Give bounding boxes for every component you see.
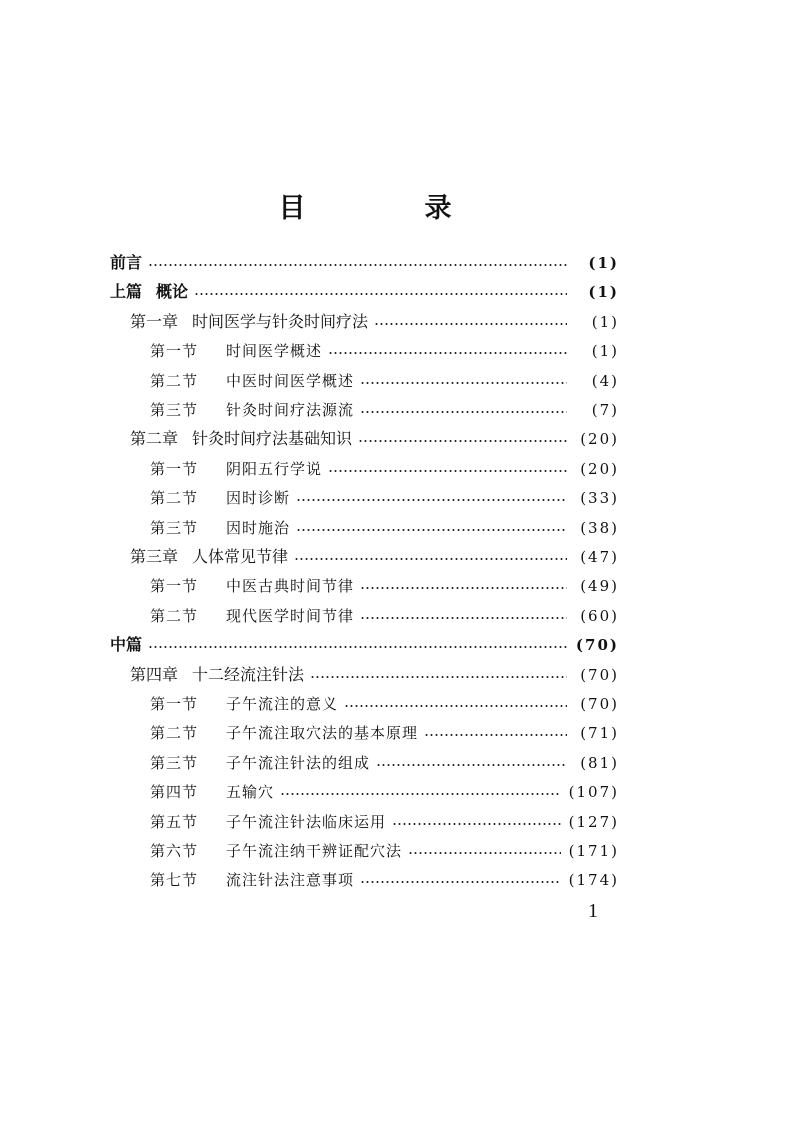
- toc-entry-page: (70): [580, 665, 619, 684]
- dot-leader: [310, 676, 567, 678]
- toc-entry-page: (127): [568, 812, 619, 831]
- toc-entry-number: 第七节: [150, 871, 199, 890]
- toc-entry-title: 前言: [110, 253, 143, 272]
- toc-entry-label: [110, 632, 142, 658]
- dot-leader: [360, 411, 567, 413]
- toc-entry-number: 第一章: [130, 311, 179, 331]
- toc-entry-title: 子午流注的意义: [226, 695, 339, 713]
- toc-entry-page: (174): [568, 871, 619, 890]
- dot-leader: [392, 823, 561, 825]
- page-title: 目 录: [278, 193, 498, 224]
- dot-leader: [360, 587, 567, 589]
- toc-entry-page: (33): [580, 489, 619, 508]
- toc-entry[interactable]: [150, 603, 619, 629]
- toc-entry-label: [150, 397, 354, 423]
- dot-leader: [280, 793, 561, 795]
- toc-entry-page: (7): [591, 401, 619, 419]
- toc-entry-label: [150, 779, 274, 805]
- toc-entry-title: 时间医学与针灸时间疗法: [192, 311, 369, 331]
- toc-entry-page: (71): [580, 724, 619, 743]
- dot-leader: [328, 352, 567, 354]
- toc-entry[interactable]: [150, 485, 619, 511]
- toc-entry-page: (4): [591, 371, 619, 390]
- toc-entry-title: 针灸时间疗法源流: [226, 401, 355, 419]
- toc-entry-number: 第三节: [150, 518, 199, 537]
- toc-entry[interactable]: [150, 750, 619, 776]
- toc-entry-label: [150, 485, 290, 511]
- toc-entry-label: [150, 456, 322, 482]
- toc-entry[interactable]: [150, 515, 619, 541]
- toc-entry-label: [150, 838, 402, 864]
- toc-entry[interactable]: [150, 720, 619, 746]
- toc-entry[interactable]: [150, 338, 619, 364]
- toc-entry-number: 第二节: [150, 371, 199, 390]
- toc-entry-page: (1): [588, 254, 619, 272]
- toc-entry-title: 时间医学概述: [226, 342, 323, 361]
- toc-entry-number: 第三章: [130, 547, 179, 566]
- toc-entry[interactable]: [110, 632, 619, 658]
- toc-entry-title: 因时诊断: [226, 489, 291, 508]
- toc-entry-label: [130, 426, 352, 452]
- toc-entry-page: (20): [580, 459, 619, 478]
- toc-entry-page: (38): [580, 518, 619, 537]
- toc-entry[interactable]: [150, 456, 619, 482]
- dot-leader: [408, 852, 561, 854]
- dot-leader: [376, 764, 567, 766]
- toc-entry-page: (70): [575, 636, 619, 655]
- toc-entry-title: 子午流注纳干辨证配穴法: [226, 842, 403, 860]
- toc-entry-label: [130, 309, 368, 335]
- toc-entry[interactable]: [150, 809, 619, 835]
- dot-leader: [194, 293, 567, 295]
- toc-entry-title: 现代医学时间节律: [226, 606, 355, 625]
- toc-entry-title: 人体常见节律: [192, 547, 289, 566]
- toc-entry-label: [110, 279, 188, 305]
- toc-entry[interactable]: [130, 662, 619, 688]
- toc-entry-number: 第二节: [150, 489, 199, 508]
- toc-entry-page: (1): [591, 312, 619, 331]
- toc-entry[interactable]: [130, 309, 619, 335]
- toc-entry-number: 第四节: [150, 783, 199, 802]
- toc-entry-number: 第六节: [150, 842, 199, 860]
- toc-entry-label: [150, 573, 354, 599]
- dot-leader: [148, 264, 567, 266]
- toc-entry-number: 第一节: [150, 342, 199, 361]
- toc-entry[interactable]: [150, 397, 619, 423]
- dot-leader: [344, 705, 567, 707]
- toc-entry-number: 第二节: [150, 606, 199, 625]
- toc-entry-number: 第二章: [130, 429, 179, 449]
- toc-entry[interactable]: [130, 426, 619, 452]
- toc-entry-label: [150, 368, 354, 394]
- toc-entry-page: (107): [568, 783, 619, 802]
- toc-entry[interactable]: [110, 250, 619, 276]
- toc-entry-page: (70): [580, 695, 619, 713]
- toc-entry-page: (171): [568, 842, 619, 860]
- toc-entry[interactable]: [150, 838, 619, 864]
- toc-entry-label: [150, 809, 386, 835]
- toc-entry[interactable]: [150, 867, 619, 893]
- toc-entry-number: 第三节: [150, 753, 199, 772]
- toc-entry-page: (81): [580, 753, 619, 772]
- toc-entry-label: [150, 603, 354, 629]
- toc-entry-number: 第三节: [150, 401, 199, 419]
- toc-entry-number: 第一节: [150, 695, 199, 713]
- toc-entry[interactable]: [110, 279, 619, 305]
- toc-entry-number: 第一节: [150, 459, 199, 478]
- dot-leader: [296, 499, 567, 501]
- toc-entry-label: [150, 691, 338, 717]
- toc-entry-title: 概论: [156, 282, 189, 302]
- dot-leader: [296, 529, 567, 531]
- toc-entry-number: 第一节: [150, 577, 199, 596]
- toc-entry-title: 子午流注取穴法的基本原理: [226, 724, 419, 743]
- dot-leader: [374, 323, 567, 325]
- toc-entry-title: 因时施治: [226, 518, 291, 537]
- toc-entry-number: 第五节: [150, 812, 199, 831]
- toc-entry[interactable]: [150, 779, 619, 805]
- toc-entry-label: [130, 662, 304, 688]
- toc-entry-page: (20): [580, 430, 619, 449]
- toc-entry-label: [150, 515, 290, 541]
- toc-entry[interactable]: [150, 368, 619, 394]
- toc-entry-page: (1): [588, 283, 619, 302]
- dot-leader: [358, 440, 567, 442]
- toc-entry-title: 中医时间医学概述: [226, 371, 355, 390]
- dot-leader: [360, 881, 561, 883]
- dot-leader: [360, 617, 567, 619]
- toc-entry-title: 中篇: [110, 635, 143, 655]
- dot-leader: [328, 470, 567, 472]
- page-number: 1: [588, 900, 598, 922]
- toc-entry-page: (60): [580, 606, 619, 625]
- dot-leader: [148, 646, 567, 648]
- toc-entry-label: [110, 250, 142, 276]
- toc-entry-page: (49): [580, 577, 619, 596]
- toc-entry-title: 针灸时间疗法基础知识: [192, 429, 353, 449]
- toc-entry[interactable]: [130, 544, 619, 570]
- toc-entry-title: 五输穴: [226, 783, 275, 802]
- toc-entry-page: (1): [591, 342, 619, 361]
- toc-entry-number: 第二节: [150, 724, 199, 743]
- toc-entry[interactable]: [150, 573, 619, 599]
- toc-entry-number: 上篇: [110, 282, 143, 302]
- toc-entry-label: [150, 750, 370, 776]
- dot-leader: [294, 558, 567, 560]
- toc-entry-label: [130, 544, 288, 570]
- toc-entry-title: 中医古典时间节律: [226, 577, 355, 596]
- toc-entry-title: 子午流注针法临床运用: [226, 812, 387, 831]
- toc-entry[interactable]: [150, 691, 619, 717]
- toc-entry-title: 流注针法注意事项: [226, 871, 355, 890]
- dot-leader: [360, 382, 567, 384]
- toc-entry-label: [150, 867, 354, 893]
- toc-entry-title: 阴阳五行学说: [226, 459, 323, 478]
- toc-entry-number: 第四章: [130, 664, 179, 684]
- toc-entry-page: (47): [580, 548, 619, 566]
- toc-entry-title: 十二经流注针法: [192, 664, 305, 684]
- toc-entry-title: 子午流注针法的组成: [226, 753, 371, 772]
- toc-entry-label: [150, 338, 322, 364]
- toc-entry-label: [150, 720, 418, 746]
- dot-leader: [424, 734, 567, 736]
